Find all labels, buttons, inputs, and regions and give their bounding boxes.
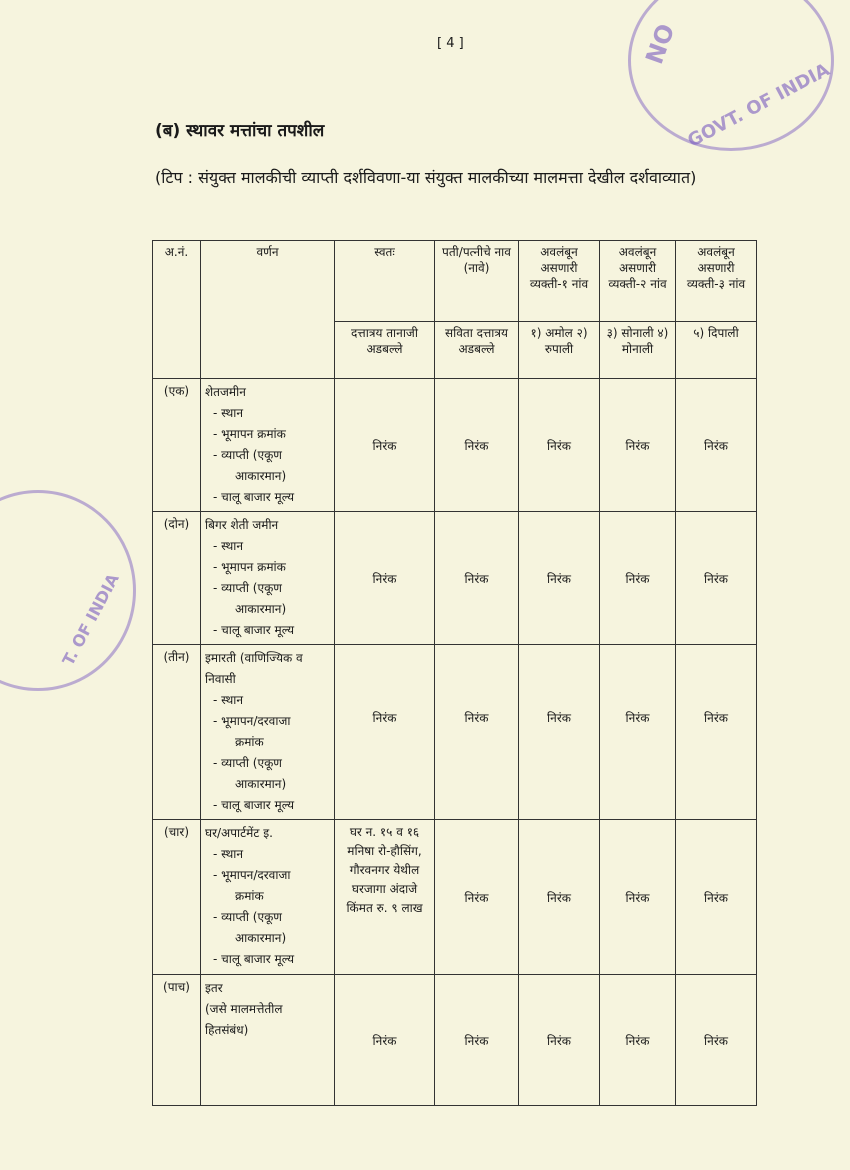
cell-dependent-1: निरंक [519, 379, 600, 512]
cell-spouse: निरंक [435, 820, 519, 975]
owner-self: दत्तात्रय तानाजी अडबल्ले [335, 322, 435, 379]
cell-dependent-3: निरंक [676, 975, 757, 1106]
row-serial: (तीन) [153, 645, 201, 820]
cell-spouse: निरंक [435, 975, 519, 1106]
owner-dependent-1: १) अमोल २) रुपाली [519, 322, 600, 379]
col-header-dependent-2: अवलंबून असणारी व्यक्ती-२ नांव [600, 241, 676, 322]
cell-self: घर न. १५ व १६ मनिषा रो-हौसिंग, गौरवनगर येथील घरजागा अंदाजे किंमत रु. ९ लाख [335, 820, 435, 975]
cell-self: निरंक [335, 645, 435, 820]
stamp-text-top: NO [640, 20, 681, 68]
col-header-serial: अ.नं. [153, 241, 201, 379]
table-row [153, 645, 757, 820]
owner-spouse: सविता दत्तात्रय अडबल्ले [435, 322, 519, 379]
row-description: इतर (जसे मालमत्तेतील हितसंबंध) [201, 975, 335, 1106]
section-note: (टिप : संयुक्त मालकीची व्याप्ती दर्शविवणा-या संयुक्त मालकीच्या मालमत्ता देखील दर्शवाव्यात) [155, 168, 697, 187]
col-header-spouse: पती/पत्नीचे नाव (नावे) [435, 241, 519, 322]
row-description: इमारती (वाणिज्यिक व निवासी - स्थान - भूमापन/दरवाजा क्रमांक - व्याप्ती (एकूण आकारमान) - चालू बाजार मूल्य [201, 645, 335, 820]
col-header-self: स्वतः [335, 241, 435, 322]
cell-self: निरंक [335, 975, 435, 1106]
assets-table [152, 240, 757, 1106]
table-row [153, 512, 757, 645]
owner-dependent-2: ३) सोनाली ४) मोनाली [600, 322, 676, 379]
row-description: शेतजमीन - स्थान - भूमापन क्रमांक - व्याप्ती (एकूण आकारमान) - चालू बाजार मूल्य [201, 379, 335, 512]
page-number: [ 4 ] [437, 36, 464, 51]
stamp-text-govt: GOVT. OF INDIA [684, 59, 834, 152]
cell-dependent-2: निरंक [600, 820, 676, 975]
row-serial: (चार) [153, 820, 201, 975]
cell-dependent-2: निरंक [600, 975, 676, 1106]
cell-dependent-3: निरंक [676, 645, 757, 820]
row-description: घर/अपार्टमेंट इ. - स्थान - भूमापन/दरवाजा क्रमांक - व्याप्ती (एकूण आकारमान) - चालू बाजार मूल्य [201, 820, 335, 975]
table-row [153, 379, 757, 512]
cell-dependent-2: निरंक [600, 379, 676, 512]
col-header-dependent-1: अवलंबून असणारी व्यक्ती-१ नांव [519, 241, 600, 322]
cell-dependent-3: निरंक [676, 379, 757, 512]
stamp-text-left: T. OF INDIA [58, 570, 123, 669]
section-title: (ब) स्थावर मत्तांचा तपशील [155, 121, 325, 141]
cell-dependent-2: निरंक [600, 645, 676, 820]
cell-spouse: निरंक [435, 379, 519, 512]
table-row [153, 975, 757, 1106]
cell-spouse: निरंक [435, 645, 519, 820]
header-row [153, 241, 757, 322]
cell-self: निरंक [335, 379, 435, 512]
col-header-dependent-3: अवलंबून असणारी व्यक्ती-३ नांव [676, 241, 757, 322]
row-serial: (दोन) [153, 512, 201, 645]
row-serial: (एक) [153, 379, 201, 512]
owner-dependent-3: ५) दिपाली [676, 322, 757, 379]
cell-dependent-1: निरंक [519, 512, 600, 645]
col-header-description: वर्णन [201, 241, 335, 379]
cell-dependent-1: निरंक [519, 820, 600, 975]
cell-dependent-3: निरंक [676, 512, 757, 645]
cell-dependent-3: निरंक [676, 820, 757, 975]
cell-dependent-1: निरंक [519, 975, 600, 1106]
table-row [153, 820, 757, 975]
cell-spouse: निरंक [435, 512, 519, 645]
cell-dependent-1: निरंक [519, 645, 600, 820]
cell-dependent-2: निरंक [600, 512, 676, 645]
cell-self: निरंक [335, 512, 435, 645]
row-description: बिगर शेती जमीन - स्थान - भूमापन क्रमांक - व्याप्ती (एकूण आकारमान) - चालू बाजार मूल्य [201, 512, 335, 645]
row-serial: (पाच) [153, 975, 201, 1106]
